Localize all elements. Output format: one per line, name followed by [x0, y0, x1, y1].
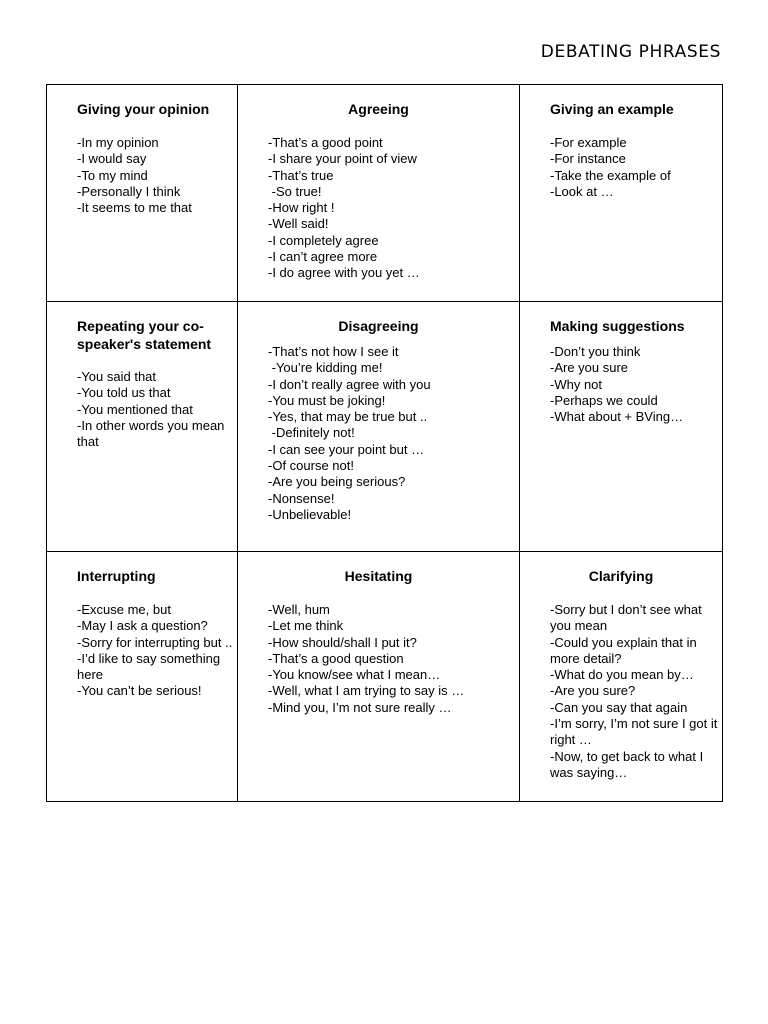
phrase-item: -Are you sure? — [550, 683, 636, 699]
phrase-item: -How should/shall I put it? — [268, 634, 417, 650]
phrase-item: -Personally I think — [77, 183, 181, 199]
phrase-item: -Look at … — [550, 183, 614, 199]
phrase-list — [268, 344, 515, 523]
phrase-item: -Perhaps we could — [550, 392, 658, 408]
phrase-item: -Now, to get back to what I was saying… — [550, 748, 707, 780]
phrase-item: -You know/see what I mean… — [268, 667, 441, 683]
phrase-list — [550, 135, 718, 200]
phrase-list — [77, 369, 233, 450]
phrase-item: -Let me think — [268, 618, 344, 634]
phrase-item: -You must be joking! — [268, 392, 386, 408]
phrase-list — [550, 602, 721, 781]
phrase-item: -So true! — [268, 183, 322, 199]
phrase-item: -Could you explain that in more detail? — [550, 634, 701, 666]
phrase-item: -What about + BVing… — [550, 409, 684, 425]
phrase-item: -That’s true — [268, 167, 334, 183]
phrase-item: -How right ! — [268, 200, 335, 216]
cell-heading: Giving your opinion — [77, 101, 210, 117]
phrase-item: -Sorry for interrupting but .. — [77, 634, 233, 650]
phrase-item: -Can you say that again — [550, 699, 688, 715]
phrase-item: -Don’t you think — [550, 344, 641, 359]
phrase-item: -I’d like to say something here — [77, 650, 224, 683]
phrase-item: -Unbelievable! — [268, 506, 352, 522]
phrase-item: -You told us that — [77, 385, 171, 401]
cell-agreeing — [238, 85, 520, 302]
cell-heading: Making suggestions — [550, 318, 685, 334]
cell-heading: Interrupting — [77, 568, 156, 584]
phrase-item: -To my mind — [77, 167, 148, 183]
phrase-list — [268, 135, 515, 282]
phrase-item: -For instance — [550, 151, 626, 167]
phrase-item: -You’re kidding me! — [268, 360, 383, 376]
phrase-item: -I share your point of view — [268, 151, 417, 167]
phrase-item: -Take the example of — [550, 167, 671, 183]
phrase-list — [550, 344, 718, 425]
phrase-item: -I would say — [77, 151, 147, 167]
phrase-item: -That’s a good point — [268, 135, 383, 150]
phrase-item: -Well, what I am trying to say is … — [268, 683, 465, 699]
phrase-item: -Mind you, I’m not sure really … — [268, 699, 452, 715]
phrase-list — [268, 602, 515, 716]
cell-giving-opinion — [47, 85, 238, 302]
phrases-table — [46, 84, 723, 802]
phrase-item: -For example — [550, 135, 627, 150]
phrase-list — [77, 602, 233, 700]
phrase-item: -I do agree with you yet … — [268, 265, 420, 281]
phrase-item: -You mentioned that — [77, 401, 193, 417]
phrase-item: -Are you being serious? — [268, 474, 406, 490]
cell-hesitating — [238, 552, 520, 802]
phrase-item: -Excuse me, but — [77, 602, 171, 617]
phrase-item: -In other words you mean that — [77, 417, 229, 450]
phrase-item: -Well said! — [268, 216, 329, 232]
cell-heading: Repeating your co-speaker's statement — [77, 318, 212, 352]
phrase-item: -That’s a good question — [268, 650, 404, 666]
document-title: DEBATING PHRASES — [540, 42, 721, 62]
cell-heading: Hesitating — [344, 568, 413, 584]
phrase-item: -You can’t be serious! — [77, 683, 202, 699]
phrase-item: -I completely agree — [268, 232, 379, 248]
phrase-item: -Sorry but I don’t see what you mean — [550, 602, 706, 634]
phrase-item: -I’m sorry, I’m not sure I got it right … — [550, 716, 721, 748]
phrase-item: -Are you sure — [550, 360, 629, 376]
cell-giving-example — [520, 85, 723, 302]
phrase-item: -Definitely not! — [268, 425, 355, 441]
phrase-item: -I can see your point but … — [268, 441, 425, 457]
phrase-item: -What do you mean by… — [550, 667, 694, 683]
cell-clarifying — [520, 552, 723, 802]
table-row — [47, 85, 723, 302]
phrase-item: -Why not — [550, 376, 603, 392]
cell-heading: Agreeing — [348, 101, 409, 117]
phrase-item: -Yes, that may be true but .. — [268, 409, 428, 425]
phrase-item: -It seems to me that — [77, 200, 192, 216]
cell-heading: Clarifying — [588, 568, 654, 584]
table-row — [47, 552, 723, 802]
phrase-item: -In my opinion — [77, 135, 159, 150]
cell-interrupting — [47, 552, 238, 802]
phrase-list — [77, 135, 233, 216]
phrase-item: -Nonsense! — [268, 490, 335, 506]
table-row — [47, 302, 723, 552]
phrase-item: -That’s not how I see it — [268, 344, 399, 359]
cell-repeating — [47, 302, 238, 552]
phrase-item: -Well, hum — [268, 602, 330, 617]
phrase-item: -You said that — [77, 369, 157, 384]
phrase-item: -I don’t really agree with you — [268, 376, 431, 392]
phrase-item: -I can’t agree more — [268, 249, 378, 265]
cell-disagreeing — [238, 302, 520, 552]
cell-heading: Disagreeing — [338, 318, 419, 334]
phrase-item: -May I ask a question? — [77, 618, 208, 634]
phrase-item: -Of course not! — [268, 458, 354, 474]
cell-making-suggestions — [520, 302, 723, 552]
cell-heading: Giving an example — [550, 101, 674, 117]
